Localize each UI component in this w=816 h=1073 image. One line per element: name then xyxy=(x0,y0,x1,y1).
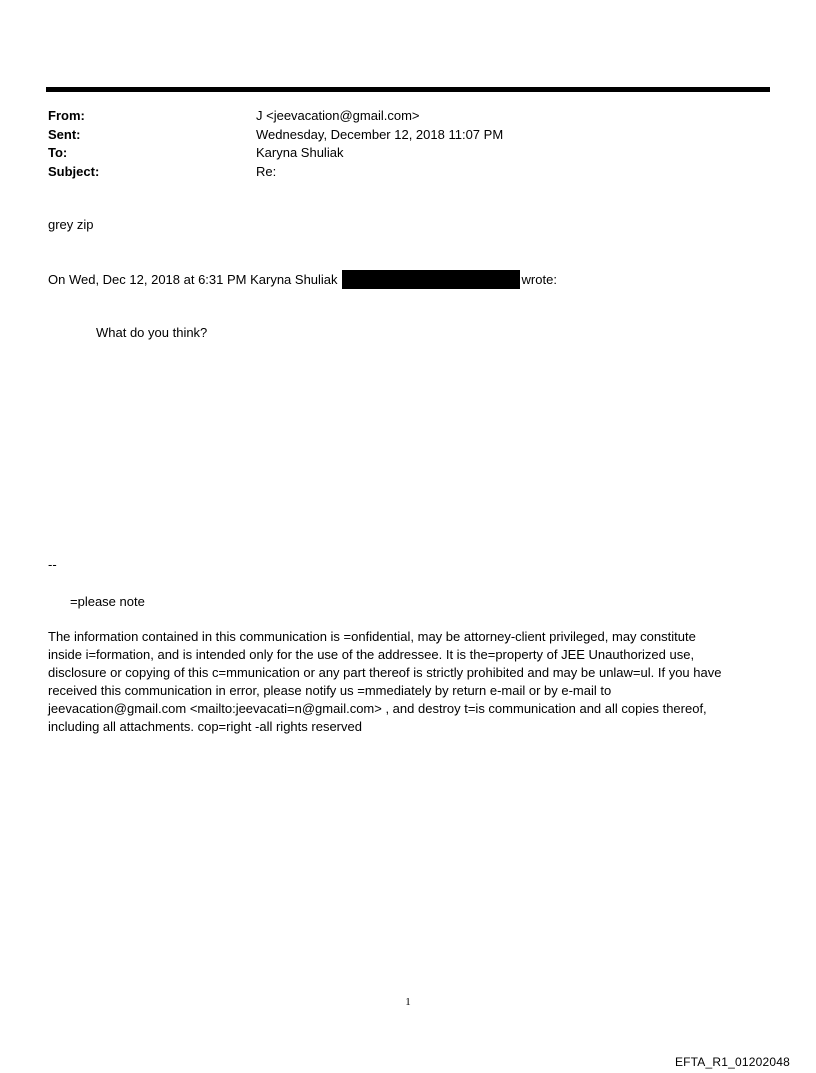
redaction-block xyxy=(342,270,520,289)
disclaimer-line: The information contained in this communication is =onfidential, may be attorney-client privileged, may constitute xyxy=(48,629,696,644)
reply-text: grey zip xyxy=(48,217,94,232)
to-label: To: xyxy=(48,145,68,160)
disclaimer-line: jeevacation@gmail.com <mailto:jeevacati=n@gmail.com> , and destroy t=is communication and all copies thereof, xyxy=(48,701,707,716)
from-value: J <jeevacation@gmail.com> xyxy=(256,108,420,123)
from-row xyxy=(48,107,748,126)
please-note: =please note xyxy=(70,594,145,609)
sent-label: Sent: xyxy=(48,126,81,142)
header-divider xyxy=(46,87,770,92)
signature-separator: -- xyxy=(48,557,57,572)
to-value: Karyna Shuliak xyxy=(256,145,344,160)
quote-wrote: wrote: xyxy=(521,271,557,287)
quote-attribution xyxy=(48,270,557,289)
email-header xyxy=(48,107,748,181)
sent-row xyxy=(48,126,748,145)
disclaimer-line: inside i=formation, and is intended only for the use of the addressee. It is the=property of JEE Unauthorized use, xyxy=(48,647,695,662)
document-id: EFTA_R1_01202048 xyxy=(674,1055,790,1069)
disclaimer-line: including all attachments. cop=right -all rights reserved xyxy=(48,719,362,734)
from-label: From: xyxy=(48,108,85,123)
disclaimer-line: disclosure or copying of this c=mmunication or any part thereof is strictly prohibited and may be unlaw=ul. If you have xyxy=(48,665,722,680)
subject-value: Re: xyxy=(256,163,277,179)
subject-row xyxy=(48,163,748,182)
to-row xyxy=(48,144,748,163)
sent-value: Wednesday, December 12, 2018 11:07 PM xyxy=(256,126,504,142)
quote-intro: On Wed, Dec 12, 2018 at 6:31 PM Karyna Shuliak xyxy=(48,271,338,287)
subject-label: Subject: xyxy=(48,163,100,179)
disclaimer xyxy=(48,628,760,736)
disclaimer-line: received this communication in error, please notify us =mmediately by return e-mail or by e-mail to xyxy=(48,683,612,698)
page-number: 1 xyxy=(405,996,411,1008)
quoted-message: What do you think? xyxy=(96,325,208,340)
